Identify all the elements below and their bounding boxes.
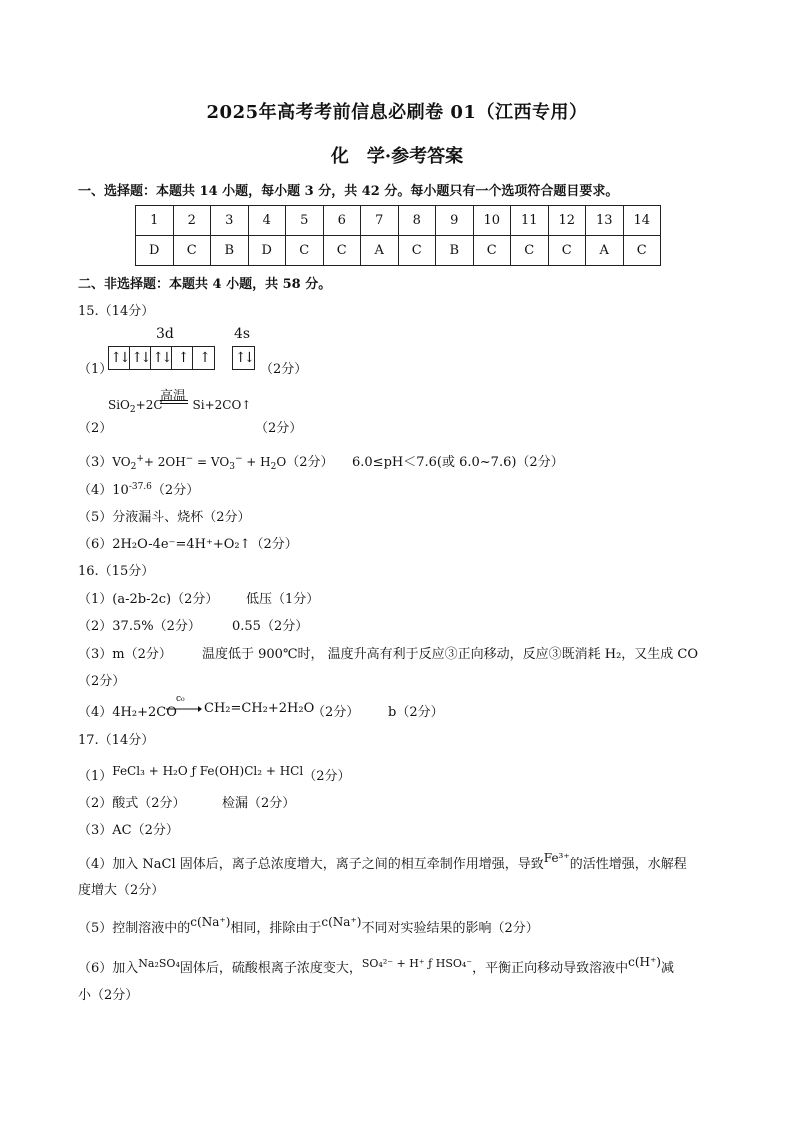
reaction-arrow-icon — [166, 701, 202, 715]
q17-title: 17.（14分） — [78, 733, 155, 748]
power-base: 10 — [112, 483, 129, 498]
q17-p1 — [78, 765, 350, 784]
q17-p3-label: （3） — [78, 823, 113, 838]
q16-p2 — [78, 615, 201, 634]
q16-p4-label: （4） — [78, 705, 113, 720]
q17-p6-t1: 加入 — [112, 961, 139, 976]
orbital-cell: ↑↓ — [151, 347, 172, 369]
q15-p2-label: （2） — [78, 421, 113, 436]
q15-p4 — [78, 479, 199, 498]
question-number-cell: 6 — [323, 206, 361, 236]
answer-cell: C — [548, 236, 586, 266]
q17-p5-t2: 相同，排除由于 — [230, 921, 322, 936]
q16-p1-a: (a-2b-2c)（2分） — [112, 592, 219, 607]
q17-p4 — [78, 853, 687, 872]
eq-vo3: = VO — [193, 455, 230, 469]
q17-p1-score: （2分） — [303, 769, 351, 784]
q17-p3 — [78, 819, 179, 838]
sodium-sulfate: Na₂SO₄ — [138, 957, 180, 970]
question-number-cell: 14 — [623, 206, 661, 236]
answer-cell: B — [436, 236, 474, 266]
orbital-cell: ↑ — [199, 350, 208, 366]
q17-p6-t2: 固体后，硫酸根离子浓度变大， — [179, 961, 362, 976]
question-number-cell: 2 — [173, 206, 211, 236]
q16-p1 — [78, 588, 218, 607]
eq-vo: VO — [112, 455, 131, 469]
q17-p2-a: 酸式（2分） — [112, 796, 186, 811]
question-number-cell: 1 — [136, 206, 174, 236]
answer-cell: C — [173, 236, 211, 266]
answer-cell: C — [398, 236, 436, 266]
q17-p1-eq: FeCl₃ + H₂O ƒ Fe(OH)Cl₂ + HCl — [112, 764, 304, 778]
q17-p5 — [78, 917, 539, 936]
page-subtitle: 化 学·参考答案 — [330, 146, 464, 167]
q16-p4 — [78, 701, 177, 720]
q17-p1-label: （1） — [78, 769, 113, 784]
q16-p4-b: b（2分） — [388, 705, 444, 720]
answer-table-number-row — [136, 206, 661, 236]
q17-p3-a: AC（2分） — [112, 823, 179, 838]
q17-p2 — [78, 792, 186, 811]
q16-p3-a: m（2分） — [112, 647, 172, 662]
q15-p2-equation: SiO$_2$+2C Si+2CO↑ — [108, 398, 252, 415]
orbital-cell: ↑↓ — [130, 347, 151, 369]
question-number-cell: 9 — [436, 206, 474, 236]
eq-sio: SiO — [108, 398, 130, 412]
q15-p4-label: （4） — [78, 483, 113, 498]
answer-cell: B — [211, 236, 249, 266]
section1-heading: 一、选择题：本题共 14 小题，每小题 3 分，共 42 分。每小题只有一个选项符合题目要求。 — [78, 184, 619, 199]
question-number-cell: 5 — [286, 206, 324, 236]
answer-cell: D — [136, 236, 174, 266]
q16-p3 — [78, 643, 172, 662]
answer-cell: A — [586, 236, 624, 266]
q15-p2-condition: 高温 — [160, 389, 187, 404]
q16-p3-b: 温度低于 900℃时， 温度升高有利于反应③正向移动，反应③既消耗 H₂，又生成 CO — [202, 647, 699, 662]
fe3-ion: Fe³⁺ — [543, 851, 570, 865]
sulfate-equilibrium: SO₄²⁻ + H⁺ ƒ HSO₄⁻ — [361, 957, 473, 970]
eq-h: + H — [242, 455, 271, 469]
q17-p2-b: 检漏（2分） — [222, 796, 296, 811]
q15-p5-text: 分液漏斗、烧杯（2分） — [112, 510, 251, 525]
orbital-cell: ↑ — [172, 347, 193, 369]
q17-p5-t3: 不同对实验结果的影响（2分） — [361, 921, 539, 936]
orbital-cell: ↑↓ — [109, 347, 130, 369]
q17-p6 — [78, 957, 674, 976]
q16-p1-label: （1） — [78, 592, 113, 607]
answer-table-answer-row — [136, 236, 661, 266]
q15-p5-label: （5） — [78, 510, 113, 525]
question-number-cell: 3 — [211, 206, 249, 236]
answer-cell: A — [361, 236, 399, 266]
ph-range: 6.0≤pH＜7.6(或 6.0~7.6) — [352, 455, 517, 470]
question-number-cell: 11 — [511, 206, 549, 236]
q15-p6-text: 2H₂O-4e⁻=4H⁺+O₂↑（2分） — [112, 537, 298, 552]
answer-table — [135, 205, 661, 266]
answer-cell: C — [323, 236, 361, 266]
question-number-cell: 7 — [361, 206, 399, 236]
q15-p3-answer2 — [352, 451, 564, 470]
q16-p4-right: CH₂=CH₂+2H₂O — [204, 701, 315, 716]
question-number-cell: 8 — [398, 206, 436, 236]
q16-title: 16.（15分） — [78, 564, 155, 579]
orbital-4s-label: 4s — [234, 326, 251, 342]
q17-p4-label: （4） — [78, 857, 113, 872]
q16-p4-left: 4H₂+2CO — [112, 705, 177, 720]
power-exponent: -37.6 — [128, 482, 152, 492]
q17-p2-label: （2） — [78, 796, 113, 811]
q15-p3-label: （3） — [78, 455, 113, 470]
q15-p3: $(3)VO_2^++ 2OH^- = VO_3^- + H_2O(2$分） — [78, 454, 334, 472]
q15-p4-score: （2分） — [151, 483, 200, 498]
q17-p6-t5: 小（2分） — [78, 988, 139, 1003]
q17-p6-t4: 减 — [661, 961, 675, 976]
q17-p5-label: （5） — [78, 921, 113, 936]
q16-p2-b: 0.55（2分） — [232, 619, 309, 634]
q17-p4-text3: 度增大（2分） — [78, 883, 165, 898]
eq-2c: +2C — [135, 398, 163, 412]
q15-p3-score: （2分） — [286, 455, 334, 470]
question-number-cell: 12 — [548, 206, 586, 236]
orbital-4s-box — [232, 346, 255, 370]
section2-heading: 二、非选择题：本题共 4 小题，共 58 分。 — [78, 277, 332, 292]
q16-p2-a: 37.5%（2分） — [112, 619, 201, 634]
q16-p1-b: 低压（1分） — [246, 592, 320, 607]
orbital-3d-box — [108, 346, 215, 370]
q16-p2-label: （2） — [78, 619, 113, 634]
q15-p6-label: （6） — [78, 537, 113, 552]
answer-cell: D — [248, 236, 286, 266]
q17-p6-label: （6） — [78, 961, 113, 976]
q15-p1-score: （2分） — [260, 362, 308, 377]
q16-p3-label: （3） — [78, 647, 113, 662]
catalyst-label: c₀ — [176, 694, 185, 704]
q17-p5-c2: c(Na⁺) — [321, 915, 362, 929]
reaction-arrow — [166, 701, 202, 719]
eq-oh: + 2OH — [143, 455, 186, 469]
q15-p6 — [78, 533, 298, 552]
q15-p3-score2: （2分） — [516, 455, 564, 470]
q17-p4-text2: 的活性增强，水解程 — [569, 857, 687, 872]
question-number-cell: 13 — [586, 206, 624, 236]
q16-p4-score: （2分） — [312, 705, 360, 720]
answer-cell: C — [286, 236, 324, 266]
q16-p3-c: （2分） — [78, 674, 126, 689]
q15-p2-score: （2分） — [255, 421, 303, 436]
q17-p5-c1: c(Na⁺) — [190, 915, 231, 929]
answer-cell: C — [473, 236, 511, 266]
q15-p5 — [78, 506, 251, 525]
question-number-cell: 10 — [473, 206, 511, 236]
orbital-3d-label: 3d — [156, 326, 174, 342]
q17-p6-t3: ，平衡正向移动导致溶液中 — [472, 961, 629, 976]
answer-cell: C — [511, 236, 549, 266]
q17-p5-t1: 控制溶液中的 — [112, 921, 191, 936]
q15-title: 15.（14分） — [78, 304, 155, 319]
page-title: 2025年高考考前信息必刷卷 01（江西专用） — [206, 102, 588, 123]
eq-si-co: Si+2CO↑ — [192, 398, 252, 412]
q15-p1-label: （1） — [78, 362, 113, 377]
answer-cell: C — [623, 236, 661, 266]
eq-o: O — [276, 455, 287, 469]
orbital-cell: ↑↓ — [234, 350, 253, 366]
h-ion-concentration: c(H⁺) — [628, 955, 661, 969]
question-number-cell: 4 — [248, 206, 286, 236]
q17-p4-text1: 加入 NaCl 固体后，离子总浓度增大，离子之间的相互牵制作用增强，导致 — [112, 857, 544, 872]
